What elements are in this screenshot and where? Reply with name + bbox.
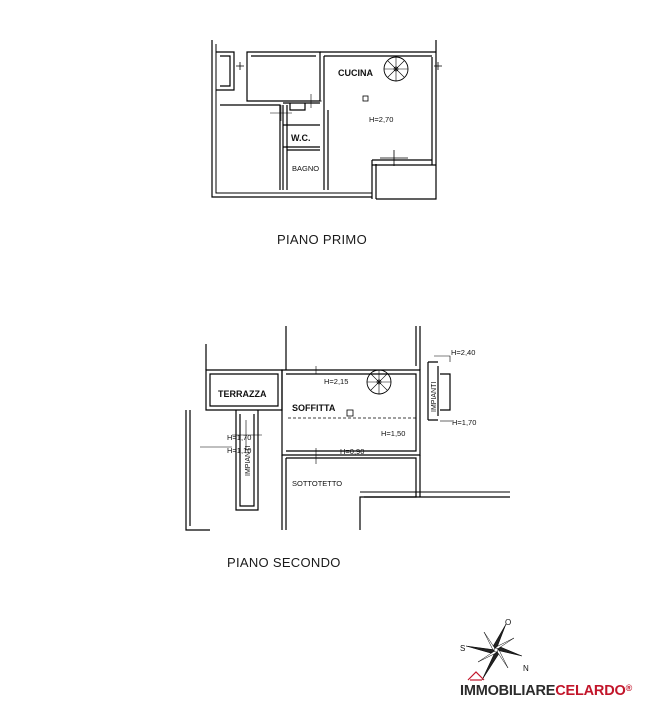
compass-label-north: N [523, 664, 529, 673]
compass-label-south: S [460, 644, 466, 653]
room-label-kitchen: CUCINA [338, 68, 373, 78]
brand-registered-mark: ® [625, 683, 632, 693]
caption-first-floor: PIANO PRIMO [277, 232, 367, 247]
caption-second-floor: PIANO SECONDO [227, 555, 341, 570]
height-label-attic-edge: H=0,90 [340, 447, 365, 456]
room-label-plant-left: IMPIANTI [245, 445, 252, 476]
compass-label-west: O [505, 618, 512, 627]
brand-name-part1: IMMOBILIARE [460, 683, 556, 699]
height-label-left-bottom: H=1,10 [227, 446, 252, 455]
height-label-kitchen: H=2,70 [369, 115, 394, 124]
height-label-left-top: H=1,70 [227, 433, 252, 442]
height-label-right-bottom: H=1,70 [452, 418, 477, 427]
height-label-loft-top: H=2,15 [324, 377, 349, 386]
room-label-terrace: TERRAZZA [218, 389, 267, 399]
brand-logo [460, 683, 632, 699]
brand-name-part2: CELARDO [555, 683, 626, 699]
room-label-attic: SOTTOTETTO [292, 479, 343, 488]
height-label-right-top: H=2,40 [451, 348, 476, 357]
room-label-loft: SOFFITTA [292, 403, 336, 413]
room-label-wc: W.C. [291, 133, 311, 143]
height-label-loft-mid: H=1,50 [381, 429, 406, 438]
key-logo-icon [468, 672, 484, 680]
room-label-plant-right: IMPIANTI [431, 381, 438, 412]
first-floor-plan [212, 40, 442, 199]
compass-rose-icon [466, 624, 522, 680]
room-label-bath: BAGNO [292, 164, 320, 173]
